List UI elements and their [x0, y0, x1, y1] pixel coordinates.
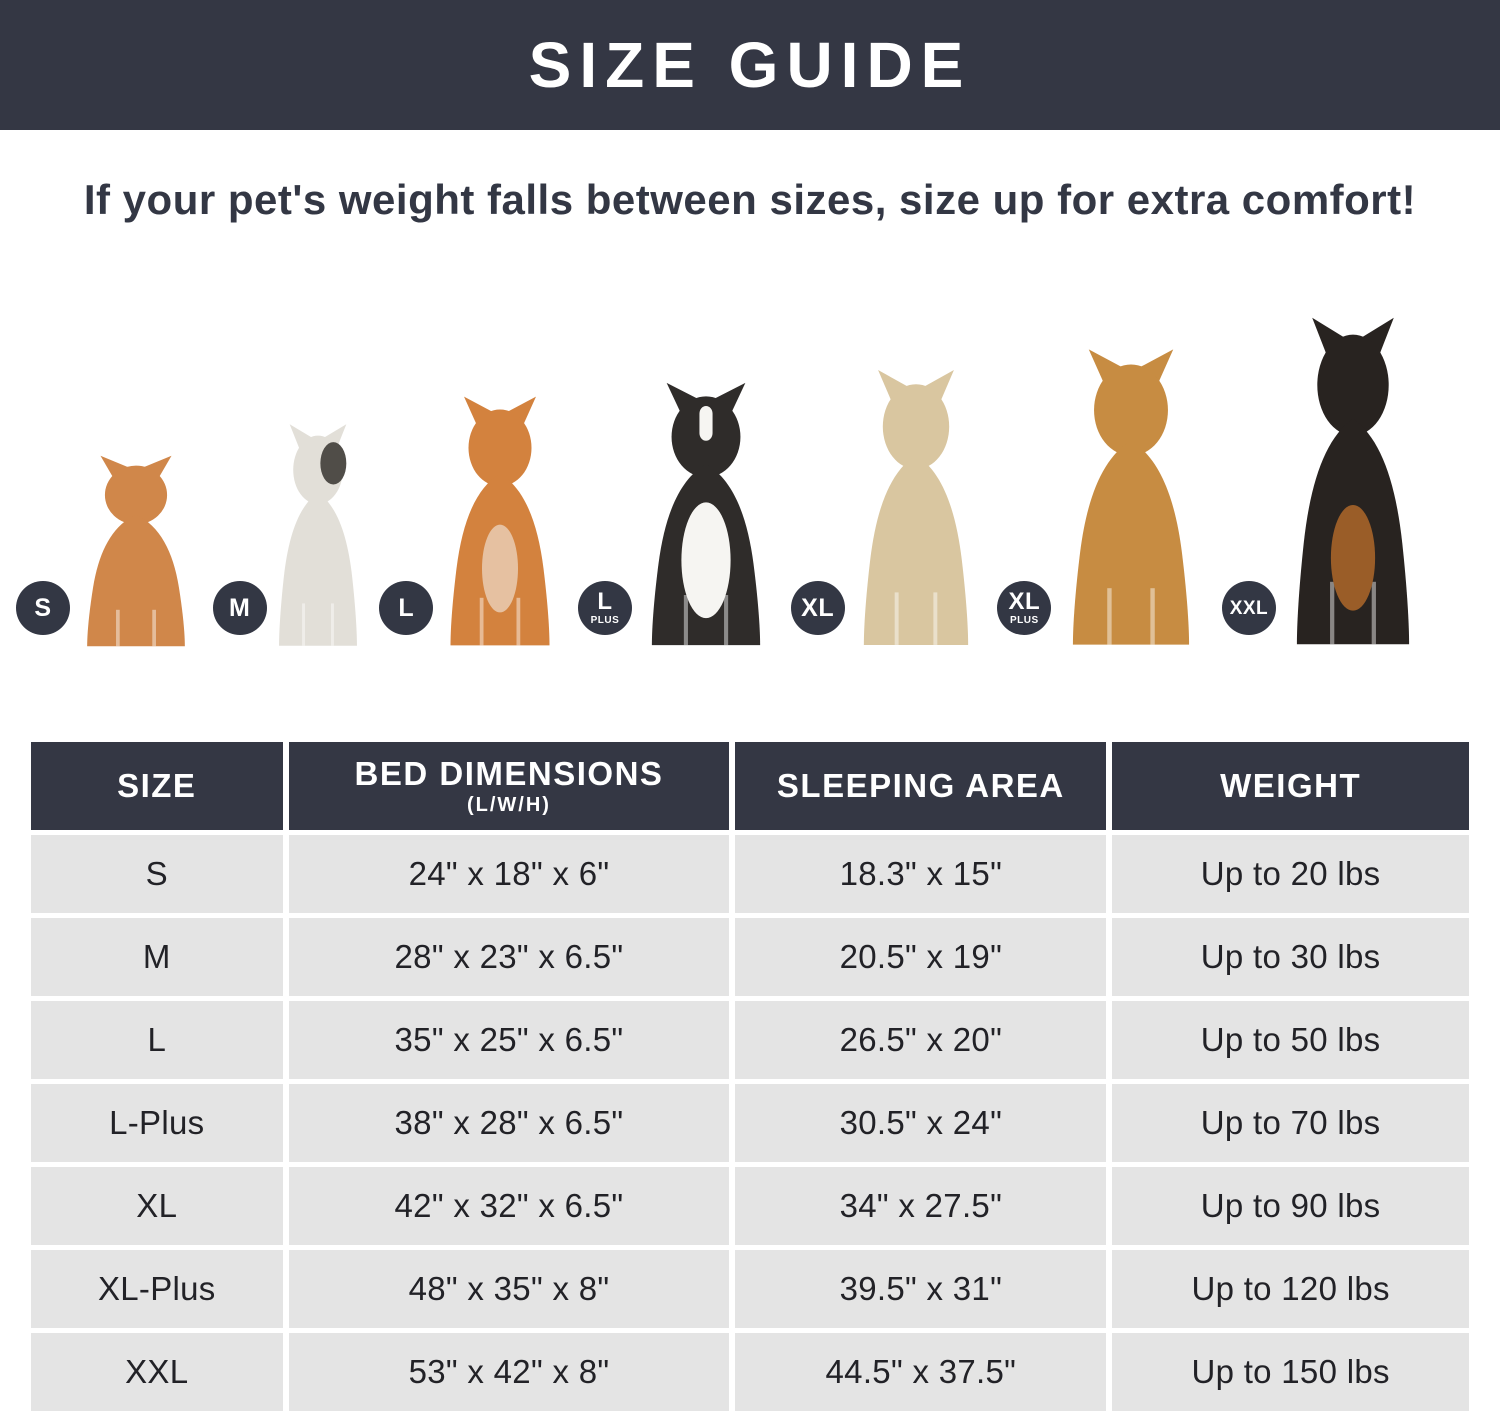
size-badge-label: S [34, 593, 52, 622]
page-title: SIZE GUIDE [528, 29, 972, 101]
column-header-size [31, 742, 283, 830]
cell-sleeping-area: 20.5" x 19" [735, 918, 1106, 996]
cell-sleeping-area: 26.5" x 20" [735, 1001, 1106, 1079]
cell-sleeping-area: 44.5" x 37.5" [735, 1333, 1106, 1411]
size-badge-label: M [228, 593, 251, 622]
column-header-bed-dimensions [289, 742, 730, 830]
dog-slot-m [228, 421, 377, 649]
cell-weight: Up to 30 lbs [1112, 918, 1469, 996]
size-table [31, 742, 1469, 1411]
header-bar [0, 0, 1500, 130]
cell-size: M [31, 918, 283, 996]
size-badge-xl-plus [997, 581, 1051, 635]
size-badge-xxl [1222, 581, 1276, 635]
cell-weight: Up to 70 lbs [1112, 1084, 1469, 1162]
size-badge-s [16, 581, 70, 635]
cell-bed-dimensions: 38" x 28" x 6.5" [289, 1084, 730, 1162]
column-header-label: SIZE [117, 767, 197, 804]
cell-size: L-Plus [31, 1084, 283, 1162]
size-badge-label: L [398, 593, 415, 622]
cell-weight: Up to 90 lbs [1112, 1167, 1469, 1245]
cell-bed-dimensions: 48" x 35" x 8" [289, 1250, 730, 1328]
column-header-sublabel: (L/W/H) [467, 794, 551, 816]
golden-retriever-dog-image [1043, 345, 1219, 649]
cell-size: S [31, 835, 283, 913]
dog-slot-xxl [1229, 313, 1438, 649]
cell-sleeping-area: 34" x 27.5" [735, 1167, 1106, 1245]
doberman-dog-image [1268, 313, 1438, 649]
cell-size: L [31, 1001, 283, 1079]
cell-weight: Up to 20 lbs [1112, 835, 1469, 913]
cell-weight: Up to 120 lbs [1112, 1250, 1469, 1328]
cell-size: XL-Plus [31, 1250, 283, 1328]
border-collie-dog-image [624, 379, 788, 649]
column-header-label: BED DIMENSIONS [354, 755, 664, 792]
size-badge-label: L [597, 588, 613, 615]
dog-slot-xl [801, 366, 995, 649]
cell-size: XXL [31, 1333, 283, 1411]
size-badge-l [379, 581, 433, 635]
size-badge-l-plus [578, 581, 632, 635]
size-badge-label: XXL [1229, 597, 1269, 619]
size-badge-sublabel: PLUS [590, 615, 620, 626]
french-bulldog-dog-image [259, 421, 377, 649]
cell-bed-dimensions: 28" x 23" x 6.5" [289, 918, 730, 996]
column-header-label: SLEEPING AREA [776, 767, 1065, 804]
cell-weight: Up to 50 lbs [1112, 1001, 1469, 1079]
cell-bed-dimensions: 42" x 32" x 6.5" [289, 1167, 730, 1245]
cell-sleeping-area: 39.5" x 31" [735, 1250, 1106, 1328]
size-badge-label: XL [801, 593, 835, 622]
cell-sleeping-area: 18.3" x 15" [735, 835, 1106, 913]
column-header-sleeping-area [735, 742, 1106, 830]
shiba-inu-dog-image [425, 393, 575, 649]
size-badge-label: XL [1008, 588, 1041, 615]
size-badge-sublabel: PLUS [1009, 615, 1039, 626]
labrador-dog-image [837, 366, 995, 649]
dog-slot-s [34, 453, 210, 649]
cell-bed-dimensions: 35" x 25" x 6.5" [289, 1001, 730, 1079]
pomeranian-dog-image [62, 453, 210, 649]
size-badge-xl [791, 581, 845, 635]
cell-size: XL [31, 1167, 283, 1245]
column-header-label: WEIGHT [1220, 767, 1362, 804]
cell-bed-dimensions: 24" x 18" x 6" [289, 835, 730, 913]
subtitle: If your pet's weight falls between sizes, size up for extra comfort! [83, 176, 1417, 223]
cell-sleeping-area: 30.5" x 24" [735, 1084, 1106, 1162]
cell-weight: Up to 150 lbs [1112, 1333, 1469, 1411]
cell-bed-dimensions: 53" x 42" x 8" [289, 1333, 730, 1411]
dog-slot-l-plus [590, 379, 788, 649]
dog-slot-l [398, 393, 575, 649]
size-badge-m [213, 581, 267, 635]
dog-size-lineup [0, 313, 1500, 649]
column-header-weight [1112, 742, 1469, 830]
dog-slot-xl-plus [1008, 345, 1219, 649]
